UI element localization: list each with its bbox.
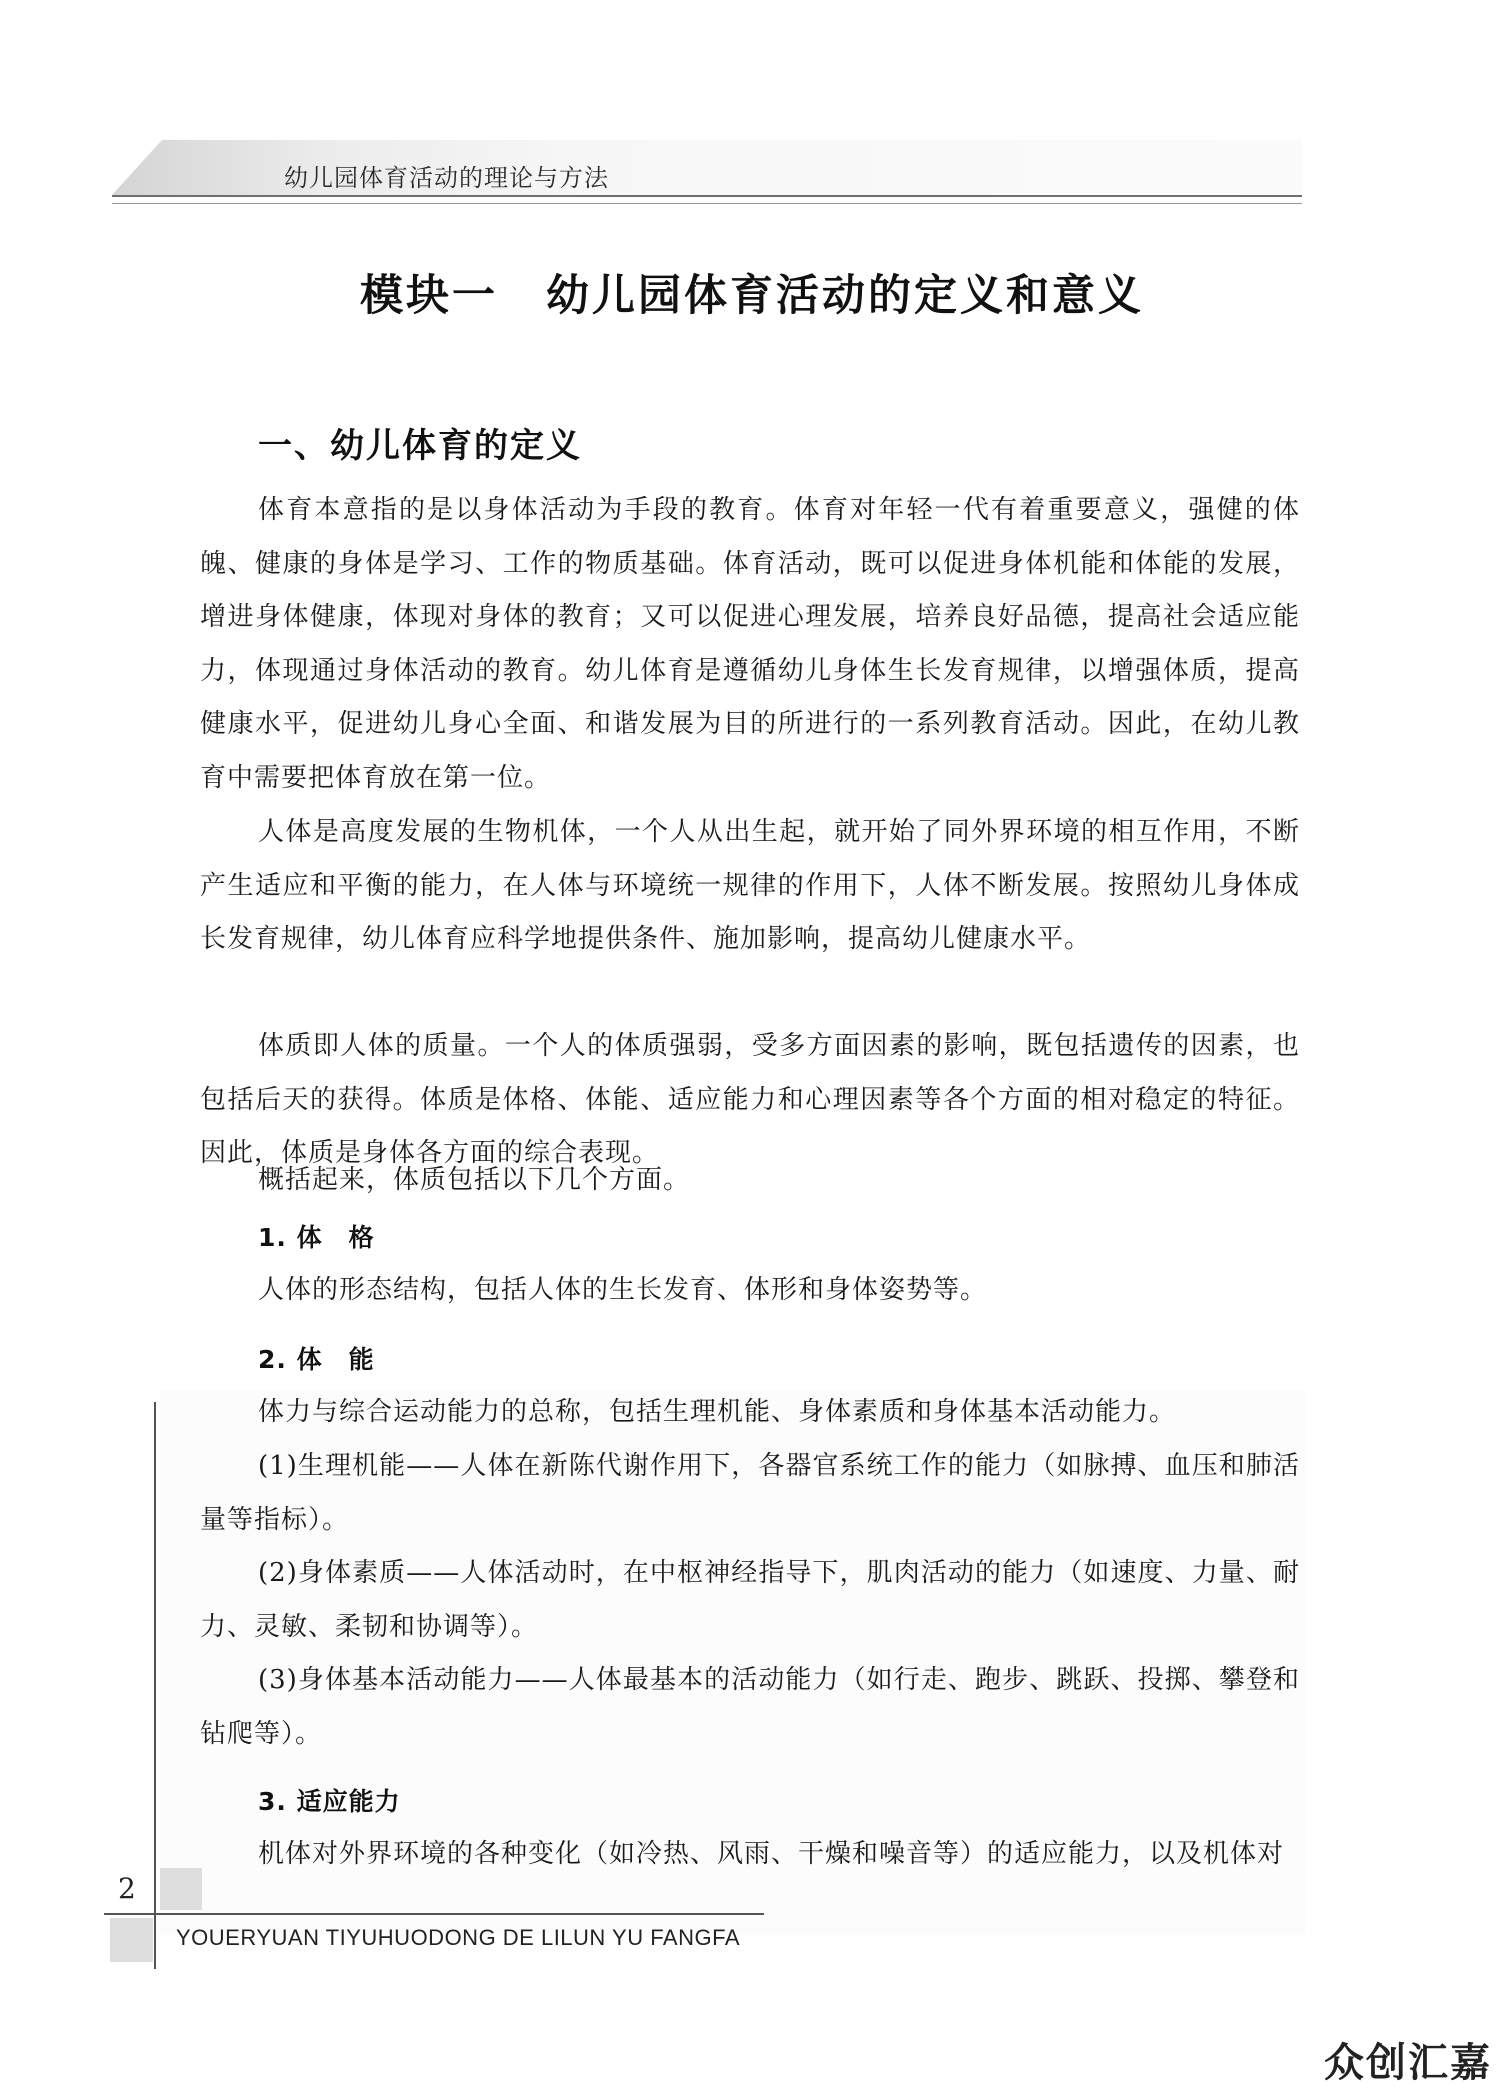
running-header-title: 幼儿园体育活动的理论与方法 — [284, 164, 609, 192]
module-number: 模块一 — [360, 271, 498, 321]
subheading-fitness: 2. 体 能 — [258, 1345, 375, 1374]
section-title: 一、幼儿体育的定义 — [258, 426, 582, 466]
watermark: 众创汇嘉 — [1324, 2040, 1492, 2086]
module-title — [0, 262, 1504, 323]
fitness-item-1: (1)生理机能——人体在新陈代谢作用下，各器官系统工作的能力（如脉搏、血压和肺活量等指标）。 — [200, 1451, 1300, 1535]
paragraph-3: 体质即人体的质量。一个人的体质强弱，受多方面因素的影响，既包括遗传的因素，也包括后天的获得。体质是体格、体能、适应能力和心理因素等各个方面的相对稳定的特征。因此，体质是身体各方面的综合表现。 — [200, 1031, 1300, 1169]
paragraph-4: 概括起来，体质包括以下几个方面。 — [258, 1165, 691, 1195]
footer-vertical-rule — [154, 1402, 156, 1969]
subheading-adaptability: 3. 适应能力 — [258, 1787, 401, 1816]
fitness-item-2: (2)身体素质——人体活动时，在中枢神经指导下，肌肉活动的能力（如速度、力量、耐力、灵敏、柔韧和协调等）。 — [200, 1558, 1300, 1642]
fitness-item-3: (3)身体基本活动能力——人体最基本的活动能力（如行走、跑步、跳跃、投掷、攀登和钻爬等）。 — [200, 1665, 1300, 1749]
footer-running-title: YOUERYUAN TIYUHUODONG DE LILUN YU FANGFA — [176, 1925, 741, 1950]
paragraph-1: 体育本意指的是以身体活动为手段的教育。体育对年轻一代有着重要意义，强健的体魄、健康的身体是学习、工作的物质基础。体育活动，既可以促进身体机能和体能的发展，增进身体健康，体现对身体的教育；又可以促进心理发展，培养良好品德，提高社会适应能力，体现通过身体活动的教育。幼儿体育是遵循幼儿身体生长发育规律，以增强体质，提高健康水平，促进幼儿身心全面、和谐发展为目的所进行的一系列教育活动。因此，在幼儿教育中需要把体育放在第一位。 — [200, 495, 1300, 793]
footer-shade-box — [160, 1868, 202, 1910]
adaptability-body: 机体对外界环境的各种变化（如冷热、风雨、干燥和噪音等）的适应能力，以及机体对 — [258, 1839, 1285, 1869]
page-number: 2 — [118, 1872, 136, 1905]
header-rule-thin — [112, 203, 1302, 204]
footer-shade-box — [110, 1918, 153, 1962]
module-name: 幼儿园体育活动的定义和意义 — [546, 271, 1144, 321]
physique-body: 人体的形态结构，包括人体的生长发育、体形和身体姿势等。 — [258, 1275, 988, 1305]
subheading-physique: 1. 体 格 — [258, 1223, 375, 1252]
header-rule — [112, 195, 1302, 197]
paragraph-2: 人体是高度发展的生物机体，一个人从出生起，就开始了同外界环境的相互作用，不断产生适应和平衡的能力，在人体与环境统一规律的作用下，人体不断发展。按照幼儿身体成长发育规律，幼儿体育应科学地提供条件、施加影响，提高幼儿健康水平。 — [200, 817, 1300, 955]
fitness-body: 体力与综合运动能力的总称，包括生理机能、身体素质和身体基本活动能力。 — [258, 1397, 1177, 1427]
footer-rule — [104, 1913, 764, 1915]
